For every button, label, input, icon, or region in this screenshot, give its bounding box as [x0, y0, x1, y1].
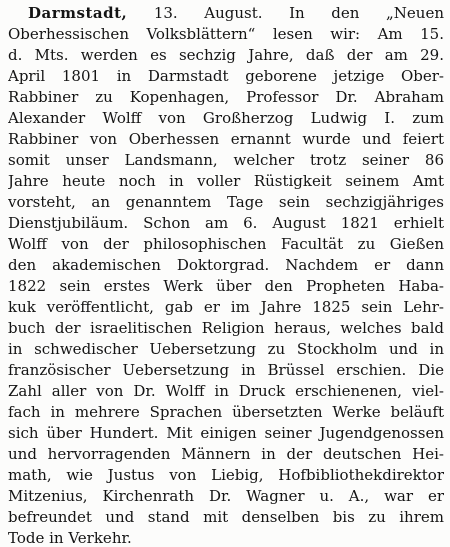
article-line-20: fach in mehrere Sprachen übersetzten Werke beläuft	[8, 403, 444, 421]
article-line-26: Tode in Verkehr.	[8, 529, 132, 547]
article-line-2: Oberhessischen Volksblättern“ lesen wir: Am 15.	[8, 25, 444, 43]
article-line-21: sich über Hundert. Mit einigen seiner Jugendgenossen	[8, 424, 444, 442]
article-line-17: in schwedischer Uebersetzung zu Stockholm und in	[8, 340, 444, 358]
line-text: 13. August. In den „Neuen	[127, 4, 444, 22]
article-line-15: kuk veröffentlicht, gab er im Jahre 1825 sein Lehr-	[8, 298, 444, 316]
article-line-7: Rabbiner von Oberhessen ernannt wurde und feiert	[8, 130, 444, 148]
article-line-3: d. Mts. werden es sechzig Jahre, daß der am 29.	[8, 46, 444, 64]
article-line-1	[8, 3, 444, 24]
article-line-9: Jahre heute noch in voller Rüstigkeit seinem Amt	[8, 172, 444, 190]
article-line-11: Dienstjubiläum. Schon am 6. August 1821 erhielt	[8, 214, 444, 232]
article-line-19: Zahl aller von Dr. Wolff in Druck erschienenen, viel-	[8, 382, 444, 400]
article-line-4: April 1801 in Darmstadt geborene jetzige Ober-	[8, 67, 444, 85]
article-line-14: 1822 sein erstes Werk über den Propheten Haba-	[8, 277, 444, 295]
article-line-16: buch der israelitischen Religion heraus, welches bald	[8, 319, 444, 337]
article-line-10: vorsteht, an genanntem Tage sein sechzigjähriges	[8, 193, 444, 211]
article-line-25: befreundet und stand mit denselben bis zu ihrem	[8, 508, 444, 526]
article-line-23: math, wie Justus von Liebig, Hofbibliothekdirektor	[8, 466, 444, 484]
article-line-8: somit unser Landsmann, welcher trotz seiner 86	[8, 151, 444, 169]
dateline: Darmstadt,	[28, 4, 128, 22]
article-line-13: den akademischen Doktorgrad. Nachdem er dann	[8, 256, 444, 274]
article-line-24: Mitzenius, Kirchenrath Dr. Wagner u. A., war er	[8, 487, 444, 505]
article-line-18: französischer Uebersetzung in Brüssel erschien. Die	[8, 361, 444, 379]
article-text	[8, 3, 444, 547]
article-line-22: und hervorragenden Männern in der deutschen Hei-	[8, 445, 444, 463]
article-line-6: Alexander Wolff von Großherzog Ludwig I. zum	[8, 109, 444, 127]
article-line-12: Wolff von der philosophischen Facultät zu Gießen	[8, 235, 444, 253]
article-line-5: Rabbiner zu Kopenhagen, Professor Dr. Abraham	[8, 88, 444, 106]
